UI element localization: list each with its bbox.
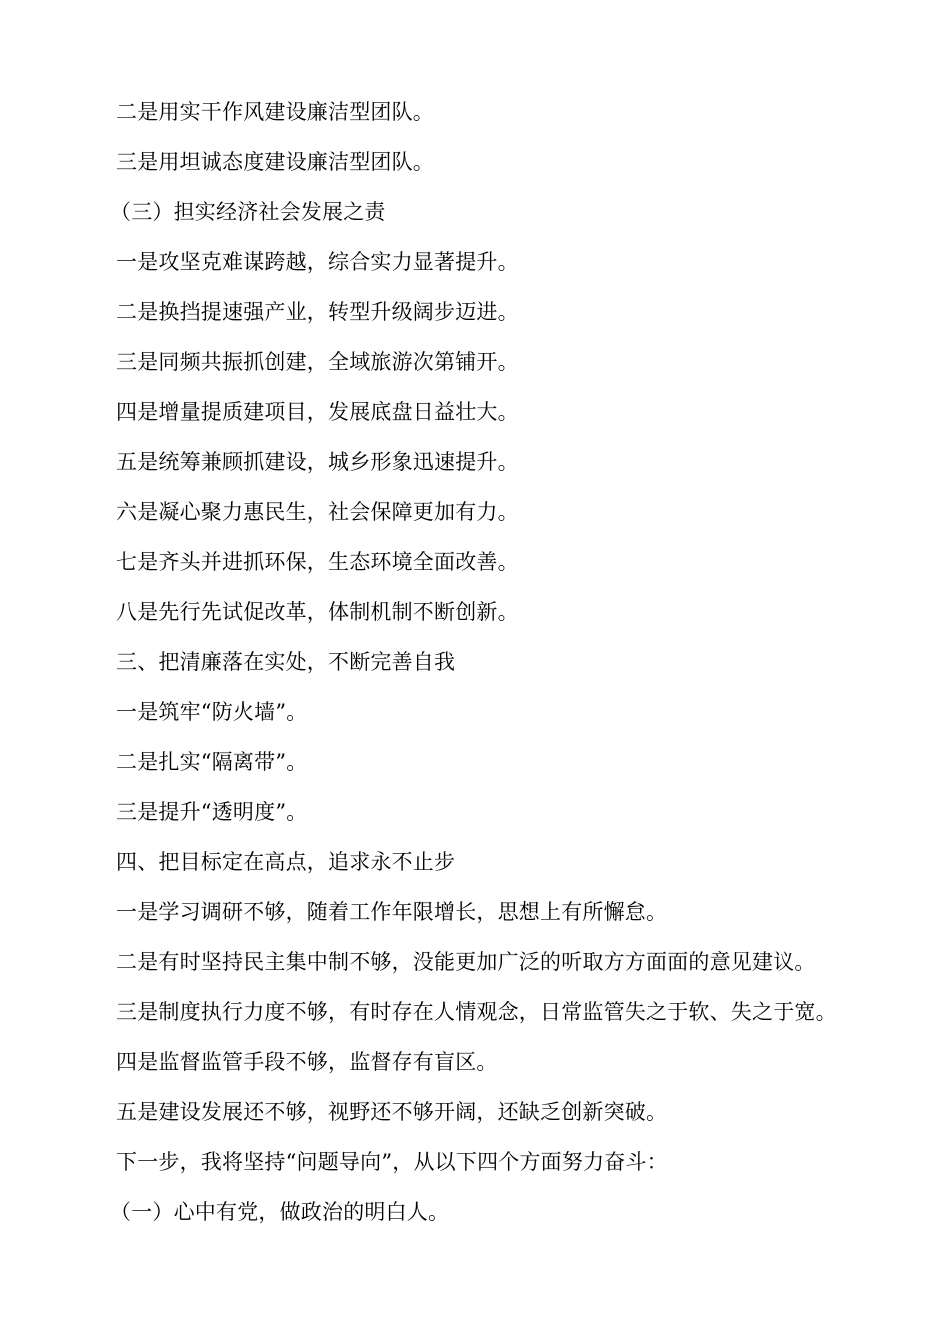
text-line: 下一步，我将坚持“问题导向”，从以下四个方面努力奋斗： xyxy=(116,1150,668,1174)
text-line: 三是同频共振抓创建，全域旅游次第铺开。 xyxy=(116,350,519,374)
text-line: 五是建设发展还不够，视野还不够开阔，还缺乏创新突破。 xyxy=(116,1100,668,1124)
text-line: 二是用实干作风建设廉洁型团队。 xyxy=(116,100,434,124)
text-line: 三是用坦诚态度建设廉洁型团队。 xyxy=(116,150,434,174)
document-body xyxy=(110,94,916,1244)
text-line: 四是增量提质建项目，发展底盘日益壮大。 xyxy=(116,400,519,424)
text-line: 二是有时坚持民主集中制不够，没能更加广泛的听取方方面面的意见建议。 xyxy=(116,950,816,974)
text-line: 一是攻坚克难谋跨越，综合实力显著提升。 xyxy=(116,250,519,274)
text-line: 三是制度执行力度不够，有时存在人情观念，日常监管失之于软、失之于宽。 xyxy=(116,1000,837,1024)
text-line: 一是学习调研不够，随着工作年限增长，思想上有所懈怠。 xyxy=(116,900,668,924)
text-line: 八是先行先试促改革，体制机制不断创新。 xyxy=(116,600,519,624)
text-line: 二是换挡提速强产业，转型升级阔步迈进。 xyxy=(116,300,519,324)
text-line: 三是提升“透明度”。 xyxy=(116,800,308,824)
section-heading: （一）心中有党，做政治的明白人。 xyxy=(110,1200,450,1224)
section-heading: 三、把清廉落在实处，不断完善自我 xyxy=(116,650,456,674)
section-heading: （三）担实经济社会发展之责 xyxy=(110,200,386,224)
text-line: 四是监督监管手段不够，监督存有盲区。 xyxy=(116,1050,498,1074)
text-line: 一是筑牢“防火墙”。 xyxy=(116,700,308,724)
text-line: 七是齐头并进抓环保，生态环境全面改善。 xyxy=(116,550,519,574)
text-line: 五是统筹兼顾抓建设，城乡形象迅速提升。 xyxy=(116,450,519,474)
text-line: 二是扎实“隔离带”。 xyxy=(116,750,308,774)
text-line: 六是凝心聚力惠民生，社会保障更加有力。 xyxy=(116,500,519,524)
section-heading: 四、把目标定在高点，追求永不止步 xyxy=(116,850,456,874)
